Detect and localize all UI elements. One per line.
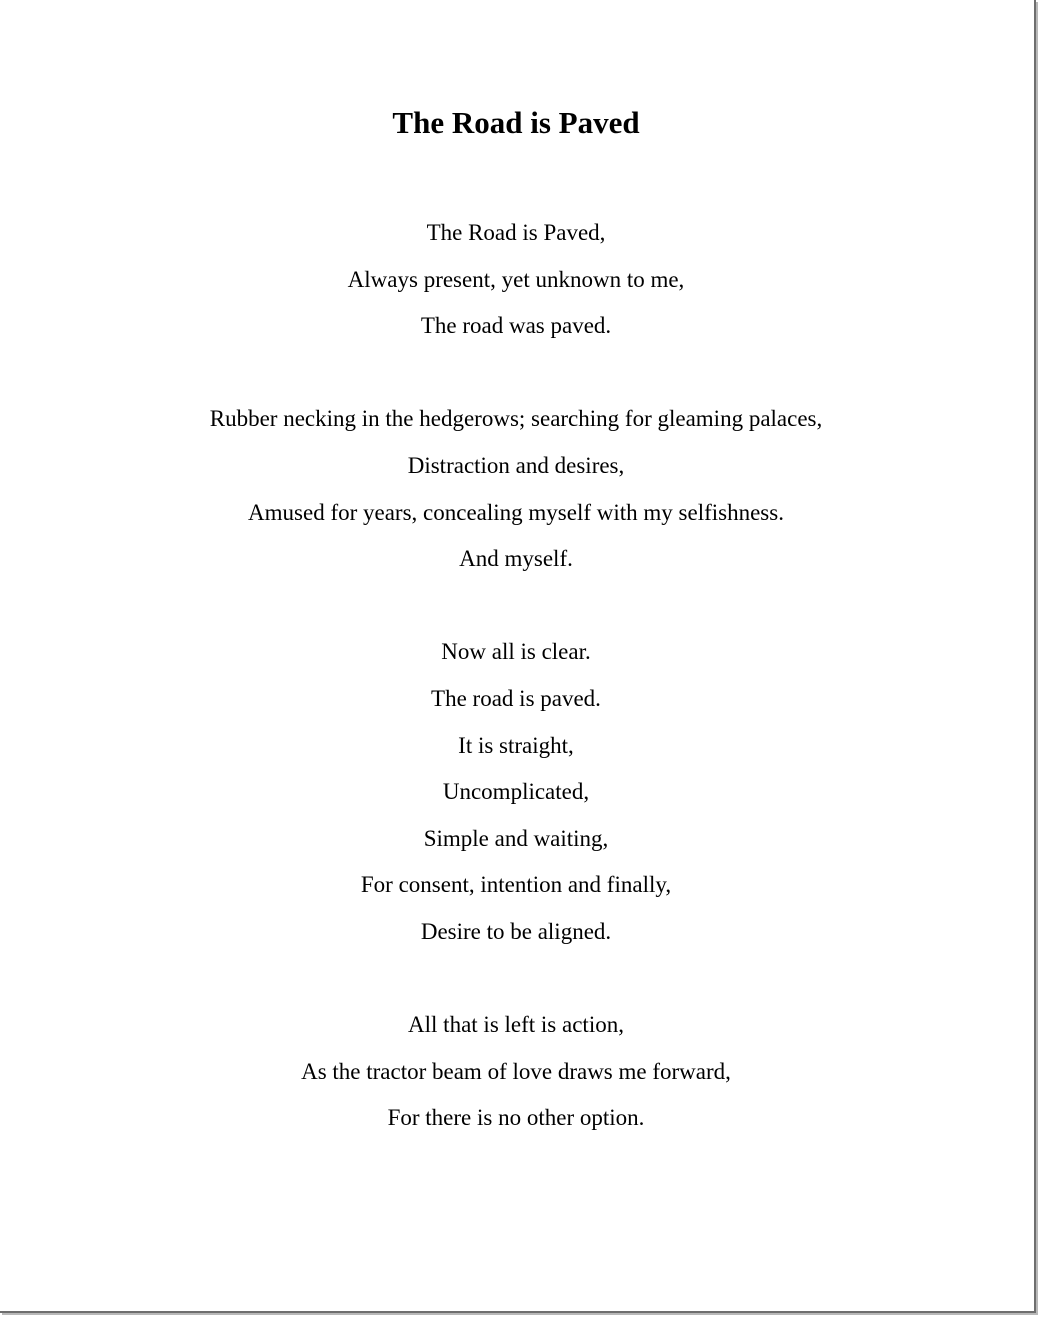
poem-line: Uncomplicated, xyxy=(442,779,590,805)
poem-line: All that is left is action, xyxy=(408,1012,624,1038)
stanza-4 xyxy=(0,1005,1032,1145)
poem-body xyxy=(0,213,1032,1145)
poem-line: The road is paved. xyxy=(431,685,601,711)
poem-line: The road was paved. xyxy=(420,313,612,339)
poem-line: Rubber necking in the hedgerows; searching for gleaming palaces, xyxy=(209,406,823,432)
poem-line: As the tractor beam of love draws me forward, xyxy=(301,1058,731,1084)
poem-line: Simple and waiting, xyxy=(423,825,609,851)
stanza-2 xyxy=(0,399,1032,585)
poem-line: The Road is Paved, xyxy=(426,220,606,245)
poem-line: Distraction and desires, xyxy=(407,452,625,478)
poem-line: Desire to be aligned. xyxy=(420,918,612,944)
stanza-1 xyxy=(0,213,1032,353)
poem-line: It is straight, xyxy=(458,732,574,758)
stanza-break xyxy=(0,959,1032,1006)
poem-line: Always present, yet unknown to me, xyxy=(347,266,685,292)
poem-title: The Road is Paved xyxy=(392,105,640,140)
stanza-break xyxy=(0,586,1032,633)
stanza-3 xyxy=(0,632,1032,958)
poem-line: For consent, intention and finally, xyxy=(360,872,672,898)
poem-line: Now all is clear. xyxy=(441,639,591,665)
poem-line: For there is no other option. xyxy=(387,1105,645,1131)
poem-line: Amused for years, concealing myself with my selfishness. xyxy=(248,499,784,525)
poem-line: And myself. xyxy=(459,546,573,572)
stanza-break xyxy=(0,353,1032,400)
